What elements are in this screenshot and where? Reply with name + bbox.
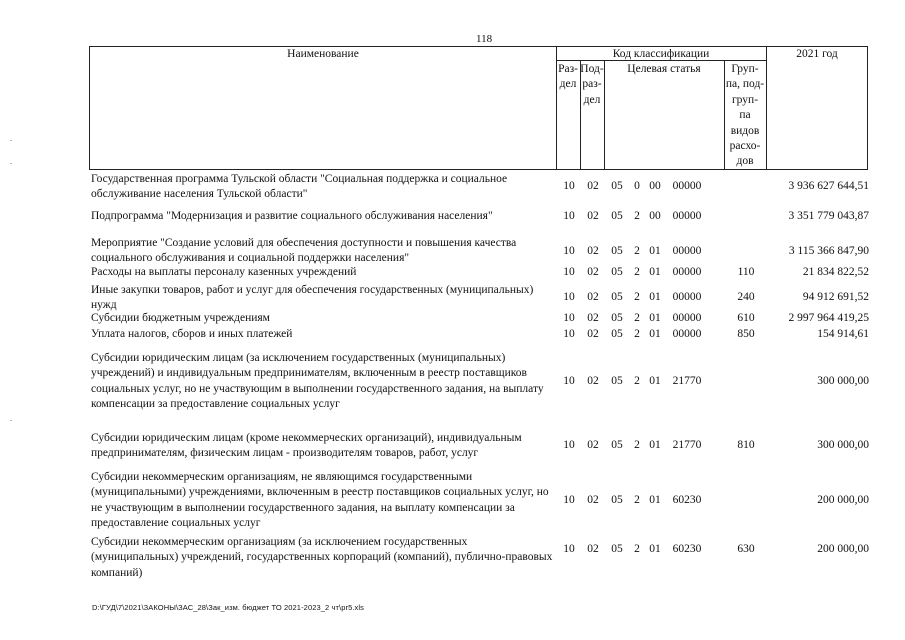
row-code-vr: 610 [737,312,755,324]
row-amount: 200 000,00 [817,494,869,506]
row-name: Уплата налогов, сборов и иных платежей [91,328,293,340]
row-code-cs3: 01 [649,291,661,303]
header-year: 2021 год [796,48,838,60]
row-amount: 21 834 822,52 [802,266,869,278]
row-code-cs4: 00000 [672,328,702,340]
row-name: Субсидии некоммерческим организациям (за исключением государственных (муниципальных) учреждений, государственных корпораций (компаний), публично-правовых компаний) [91,536,553,579]
row-amount: 300 000,00 [817,375,869,387]
row-code-vr: 850 [737,328,755,340]
row-name: Субсидии юридическим лицам (за исключением государственных (муниципальных) учреждений) и индивидуальным предпринимателям, включенным в реестр поставщиков социальных услуг, но не участвующим в выполнении государственного задания, на выплату компенсации за предоставление социальных услуг [91,352,544,411]
row-code-cs2: 2 [634,312,640,324]
row-code-cs4: 00000 [672,210,702,222]
row-code-razdel: 10 [563,328,575,340]
row-name: Субсидии юридическим лицам (кроме некоммерческих организаций), индивидуальным предпринимателям, физическим лицам - производителям товаров, работ, услуг [91,432,522,460]
row-code-razdel: 10 [563,245,575,257]
row-code-vr: 630 [737,543,755,555]
row-code-cs1: 05 [611,291,623,303]
row-name: Подпрограмма "Модернизация и развитие социального обслуживания населения" [91,210,493,222]
row-code-cs1: 05 [611,375,623,387]
row-name: Иные закупки товаров, работ и услуг для обеспечения государственных (муниципальных) нужд [91,284,534,312]
row-code-cs4: 00000 [672,291,702,303]
header-razdel: Раз- дел [558,63,578,91]
row-amount: 154 914,61 [817,328,869,340]
row-code-cs2: 2 [634,375,640,387]
row-code-vr: 240 [737,291,755,303]
row-code-cs1: 05 [611,312,623,324]
header-target-article: Целевая статья [627,63,701,75]
row-code-cs1: 05 [611,210,623,222]
row-code-razdel: 10 [563,375,575,387]
row-code-podrazdel: 02 [587,210,599,222]
page-number: 118 [476,33,493,45]
row-code-cs4: 00000 [672,266,702,278]
row-code-podrazdel: 02 [587,180,599,192]
row-code-cs4: 60230 [672,494,702,506]
row-code-cs4: 21770 [672,439,702,451]
row-code-cs3: 01 [649,439,661,451]
row-code-cs3: 01 [649,375,661,387]
row-name: Субсидии бюджетным учреждениям [91,312,270,324]
row-code-podrazdel: 02 [587,312,599,324]
row-code-cs3: 01 [649,266,661,278]
row-code-cs2: 0 [634,180,640,192]
table-header [89,46,868,170]
header-classification-code: Код классификации [612,48,710,60]
row-amount: 200 000,00 [817,543,869,555]
row-code-cs3: 01 [649,328,661,340]
row-code-razdel: 10 [563,543,575,555]
row-code-cs2: 2 [634,266,640,278]
row-code-cs4: 00000 [672,245,702,257]
row-code-razdel: 10 [563,266,575,278]
row-code-cs2: 2 [634,291,640,303]
row-code-razdel: 10 [563,494,575,506]
row-code-cs3: 01 [649,543,661,555]
row-code-cs4: 00000 [672,312,702,324]
row-code-cs1: 05 [611,543,623,555]
row-code-razdel: 10 [563,312,575,324]
row-code-cs2: 2 [634,210,640,222]
row-amount: 94 912 691,52 [802,291,869,303]
row-code-podrazdel: 02 [587,494,599,506]
row-code-razdel: 10 [563,439,575,451]
header-name: Наименование [287,48,359,60]
header-podrazdel: Под- раз- дел [580,63,604,106]
file-path-footer: D:\ГУД\7\2021\ЗАКОНЫ\ЗАС_28\Зак_изм. бюджет ТО 2021-2023_2 чт\pr5.xls [92,603,364,612]
row-code-cs1: 05 [611,245,623,257]
row-code-podrazdel: 02 [587,439,599,451]
row-name: Мероприятие "Создание условий для обеспечения доступности и повышения качества социального обслуживания и социальной поддержки населения" [91,237,517,265]
row-code-cs4: 60230 [672,543,702,555]
row-name: Расходы на выплаты персоналу казенных учреждений [91,266,357,278]
row-code-cs1: 05 [611,328,623,340]
row-code-cs2: 2 [634,494,640,506]
row-name: Государственная программа Тульской области "Социальная поддержка и социальное обслуживание населения Тульской области" [91,173,508,201]
row-code-vr: 810 [737,439,755,451]
row-code-cs2: 2 [634,328,640,340]
row-code-podrazdel: 02 [587,245,599,257]
row-code-podrazdel: 02 [587,328,599,340]
row-code-razdel: 10 [563,180,575,192]
row-amount: 3 115 366 847,90 [788,245,869,257]
row-code-cs2: 2 [634,245,640,257]
row-code-cs4: 00000 [672,180,702,192]
row-code-cs3: 01 [649,312,661,324]
scan-mark [10,140,12,141]
row-code-podrazdel: 02 [587,291,599,303]
row-code-podrazdel: 02 [587,375,599,387]
row-code-cs3: 01 [649,494,661,506]
row-code-cs1: 05 [611,266,623,278]
row-amount: 300 000,00 [817,439,869,451]
row-code-cs2: 2 [634,543,640,555]
row-code-cs2: 2 [634,439,640,451]
row-amount: 2 997 964 419,25 [788,312,869,324]
row-amount: 3 351 779 043,87 [788,210,869,222]
row-code-cs4: 21770 [672,375,702,387]
row-code-razdel: 10 [563,291,575,303]
header-expense-group: Груп- па, под- груп- па видов расхо- дов [725,63,765,168]
row-code-vr: 110 [737,266,755,278]
row-code-cs1: 05 [611,494,623,506]
row-name: Субсидии некоммерческим организациям, не являющимся государственными (муниципальными) учреждениями, включенным в реестр поставщиков социальных услуг, но не участвующим в выполнении государственного задания, на выплату компенсации за предоставление социальных услуг [91,471,549,530]
row-code-cs3: 00 [649,210,661,222]
row-code-podrazdel: 02 [587,543,599,555]
row-code-cs3: 00 [649,180,661,192]
row-code-podrazdel: 02 [587,266,599,278]
row-amount: 3 936 627 644,51 [788,180,869,192]
scan-mark [10,420,12,421]
row-code-razdel: 10 [563,210,575,222]
row-code-cs1: 05 [611,180,623,192]
row-code-cs3: 01 [649,245,661,257]
row-code-cs1: 05 [611,439,623,451]
scan-mark [10,163,12,164]
